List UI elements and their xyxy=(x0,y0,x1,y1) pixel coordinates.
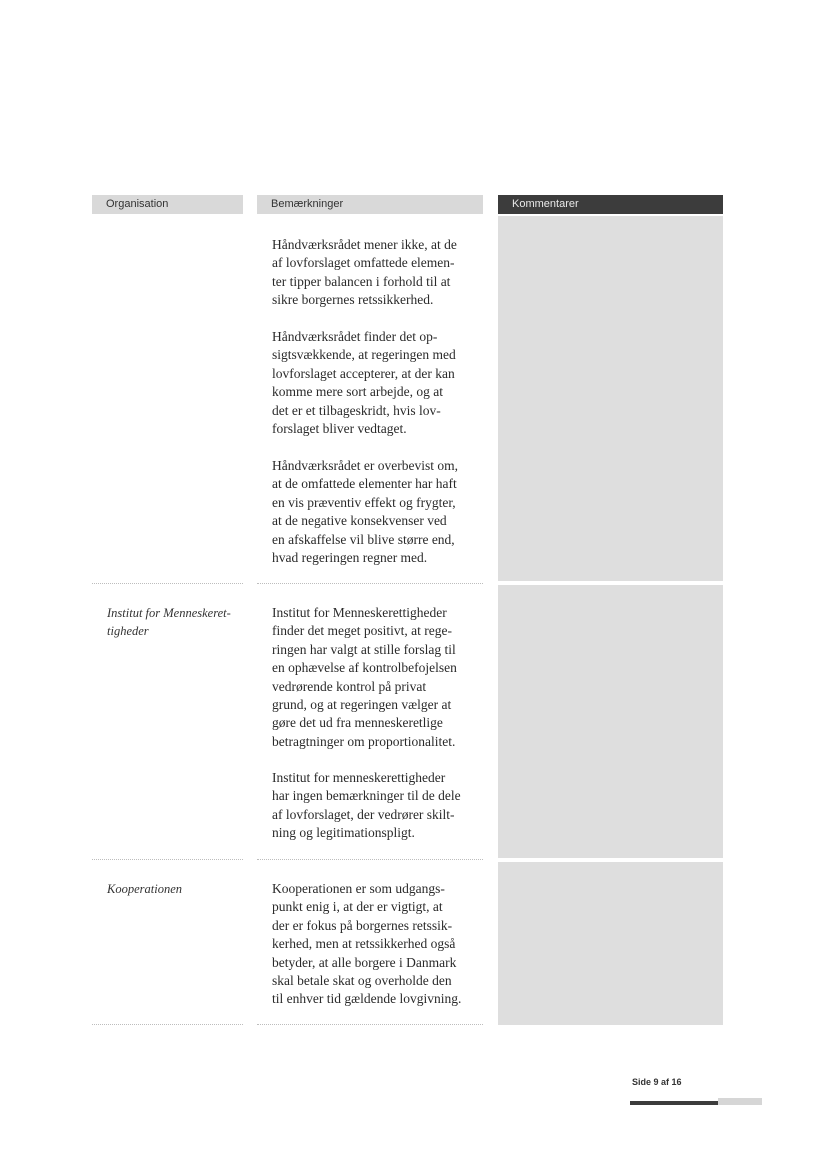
row-divider xyxy=(92,859,243,860)
remark-paragraph: Kooperationen er som udgangs- punkt enig i, at der er vigtigt, at der er fokus på borgernes retssik- kerhed, men at retssikkerhed også betyder, at alle borgere i Danmark skal betale skat og overholde den til enhver tid gældende lovgivning. xyxy=(272,881,462,1007)
organisation-name: Kooperationen xyxy=(107,882,182,896)
remark-paragraph: Institut for menneskerettigheder har ingen bemærkninger til de dele af lovforslaget, der vedrører skilt- ning og legitimationspligt. xyxy=(272,770,461,841)
footer-bar-light xyxy=(718,1098,762,1105)
row-divider xyxy=(257,583,483,584)
row-divider xyxy=(257,1024,483,1025)
kommentar-cell-1[interactable] xyxy=(498,216,723,581)
header-bemaerkninger: Bemærkninger xyxy=(257,195,483,214)
header-organisation: Organisation xyxy=(92,195,243,214)
row-divider xyxy=(92,1024,243,1025)
page-number: Side 9 af 16 xyxy=(632,1077,682,1087)
remark-paragraph: Institut for Menneskerettigheder finder det meget positivt, at rege- ringen har valgt at stille forslag til en ophævelse af kontrolbefojelsen vedrørende kontrol på privat grund, og at regeringen vælger at gøre det ud fra menneskeretlige betragtninger om proportionalitet. xyxy=(272,605,457,749)
remark-paragraph: Håndværksrådet er overbevist om, at de omfattede elementer har haft en vis præventiv effekt og frygter, at de negative konsekvenser ved en afskaffelse vil blive større end, hvad regeringen regner med. xyxy=(272,458,458,566)
kommentar-cell-2[interactable] xyxy=(498,585,723,858)
footer-bar-dark xyxy=(630,1101,718,1105)
kommentar-cell-3[interactable] xyxy=(498,862,723,1025)
row-divider xyxy=(92,583,243,584)
row-divider xyxy=(257,859,483,860)
organisation-name: Institut for Menneskeret- tigheder xyxy=(107,606,231,638)
header-kommentarer: Kommentarer xyxy=(498,195,723,214)
remark-paragraph: Håndværksrådet mener ikke, at de af lovforslaget omfattede elemen- ter tipper balancen i forhold til at sikre borgernes retssikkerhed. xyxy=(272,237,457,308)
remark-paragraph: Håndværksrådet finder det op- sigtsvækkende, at regeringen med lovforslaget accepterer, at der kan komme mere sort arbejde, og at det er et tilbageskridt, hvis lov- forslaget bliver vedtaget. xyxy=(272,329,456,437)
